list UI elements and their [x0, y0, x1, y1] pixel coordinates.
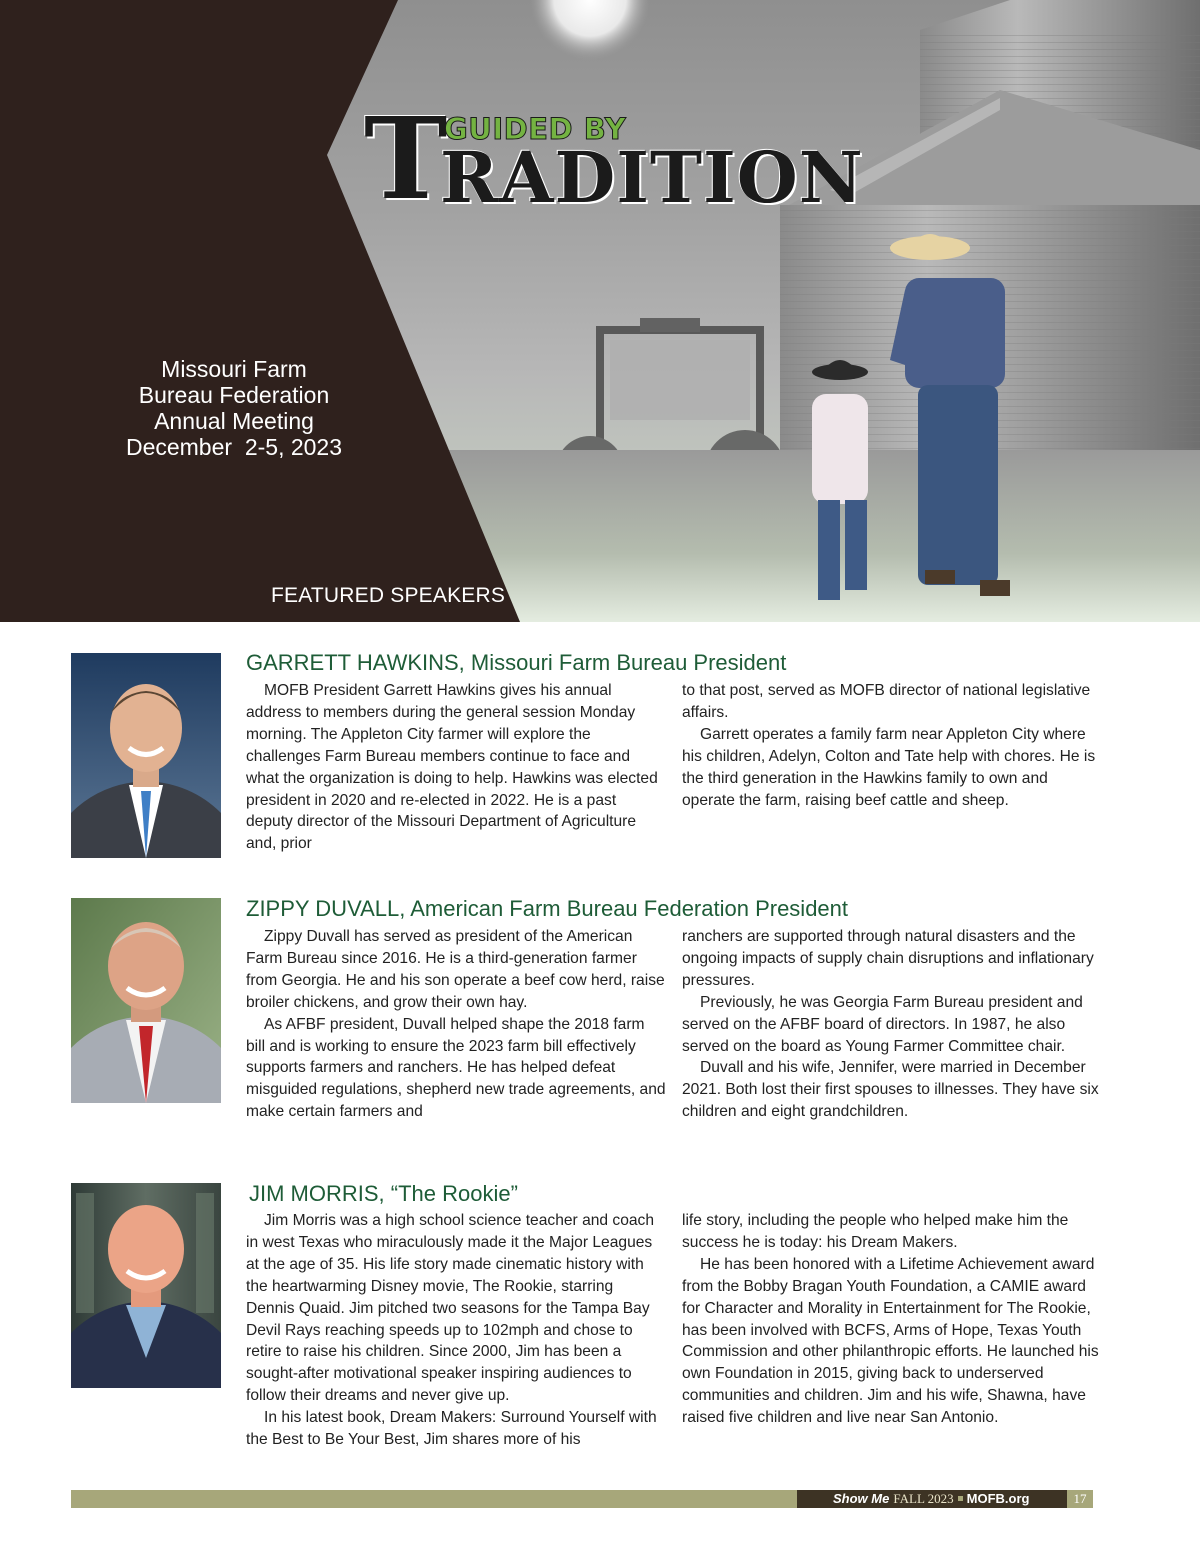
logo-main-text: RADITION: [440, 136, 864, 219]
logo-top-text: GUIDED BY: [444, 112, 627, 146]
bio-paragraph: Duvall and his wife, Jennifer, were married in December 2021. Both lost their first spouses to illnesses. They have six children and eight grandchildren.: [682, 1059, 1099, 1121]
speaker-photo: [71, 1183, 221, 1388]
bio-paragraph: As AFBF president, Duvall helped shape the 2018 farm bill and is working to ensure the 2023 farm bill effectively supports farmers and ranchers. He has helped defeat misguided regulations, shepherd new trade agreements, and make certain farmers and: [246, 1015, 666, 1121]
bio-paragraph: Zippy Duvall has served as president of the American Farm Bureau since 2016. He is a third-generation farmer from Georgia. He and his son operate a beef cow herd, raise broiler chickens, and grow their own hay.: [246, 928, 665, 1011]
logo-big-letter: T: [364, 94, 448, 225]
section-label: FEATURED SPEAKERS: [271, 584, 506, 607]
speaker-bio-left: [246, 1210, 666, 1451]
footer-site: MOFB.org: [966, 1491, 1030, 1506]
bio-paragraph: Garrett operates a family farm near Appleton City where his children, Adelyn, Colton and Tate help with chores. He is the third generation in the Hawkins family to own and operate the farm, raising beef cattle and sheep.: [682, 725, 1096, 809]
hero-banner: [0, 0, 1200, 622]
speaker-name: ZIPPY DUVALL, American Farm Bureau Federation President: [246, 896, 849, 921]
meeting-line: Annual Meeting: [154, 408, 314, 434]
meeting-line: Missouri Farm: [161, 356, 307, 382]
speaker-bio-right: [682, 1210, 1102, 1429]
bio-paragraph: ranchers are supported through natural disasters and the ongoing impacts of supply chain disruptions and inflationary pressures.: [682, 928, 1094, 989]
speaker-photo: [71, 653, 221, 858]
bio-paragraph: to that post, served as MOFB director of national legislative affairs.: [682, 682, 1091, 721]
brown-title-panel: [0, 0, 1200, 622]
bio-paragraph: In his latest book, Dream Makers: Surround Yourself with the Best to Be Your Best, Jim shares more of his: [246, 1409, 657, 1449]
meeting-date: December 2-5, 2023: [125, 434, 343, 460]
footer-brand: Show Me: [833, 1491, 890, 1506]
bio-paragraph: He has been honored with a Lifetime Achievement award from the Bobby Bragan Youth Foundation, a CAMIE award for Character and Morality in Entertainment for The Rookie, has been involved with BCFS, Arms of Hope, Texas Youth Commission and other philanthropic efforts. He launched his own Foundation in 2015, giving back to underserved communities and children. Jim and his wife, Shawna, have raised five children and live near San Antonio.: [682, 1255, 1099, 1427]
speaker-bio-left: [246, 680, 666, 855]
bio-paragraph: Jim Morris was a high school science teacher and coach in west Texas who miraculously made it the Major Leagues at the age of 35. His life story made cinematic history with the heartwarming Disney movie, The Rookie, starring Dennis Quaid. Jim pitched two seasons for the Tampa Bay Devil Rays reaching speeds up to 102mph and chose to retire to raise his children. Since 2000, Jim has been a sought-after motivational speaker inspiring audiences to follow their dreams and never give up.: [246, 1212, 655, 1405]
footer-masthead: [833, 1490, 1029, 1508]
guided-by-tradition-logo: [360, 94, 864, 225]
bio-paragraph: Previously, he was Georgia Farm Bureau president and served on the AFBF board of directors. In 1987, he also served on the board as Young Farmer Committee chair.: [682, 993, 1083, 1055]
bio-paragraph: life story, including the people who helped make him the success he is today: his Dream Makers.: [682, 1212, 1069, 1251]
footer-issue: FALL 2023: [893, 1491, 954, 1506]
meeting-line: Bureau Federation: [138, 382, 330, 408]
speaker-name: JIM MORRIS, “The Rookie”: [249, 1181, 518, 1206]
bio-paragraph: MOFB President Garrett Hawkins gives his annual address to members during the general session Monday morning. The Appleton City farmer will explore the challenges Farm Bureau members continue to face and what the organization is doing to help. Hawkins was elected president in 2020 and re-elected in 2022. He is a past deputy director of the Missouri Department of Agriculture and, prior: [246, 682, 658, 853]
meeting-info: [100, 356, 368, 460]
speaker-name: GARRETT HAWKINS, Missouri Farm Bureau President: [246, 650, 787, 675]
speaker-bio-right: [682, 926, 1102, 1123]
speaker-bio-right: [682, 680, 1102, 811]
footer-separator-icon: [958, 1496, 963, 1501]
speaker-bio-left: [246, 926, 666, 1123]
page-number: 17: [1073, 1491, 1087, 1506]
speaker-photo: [71, 898, 221, 1103]
